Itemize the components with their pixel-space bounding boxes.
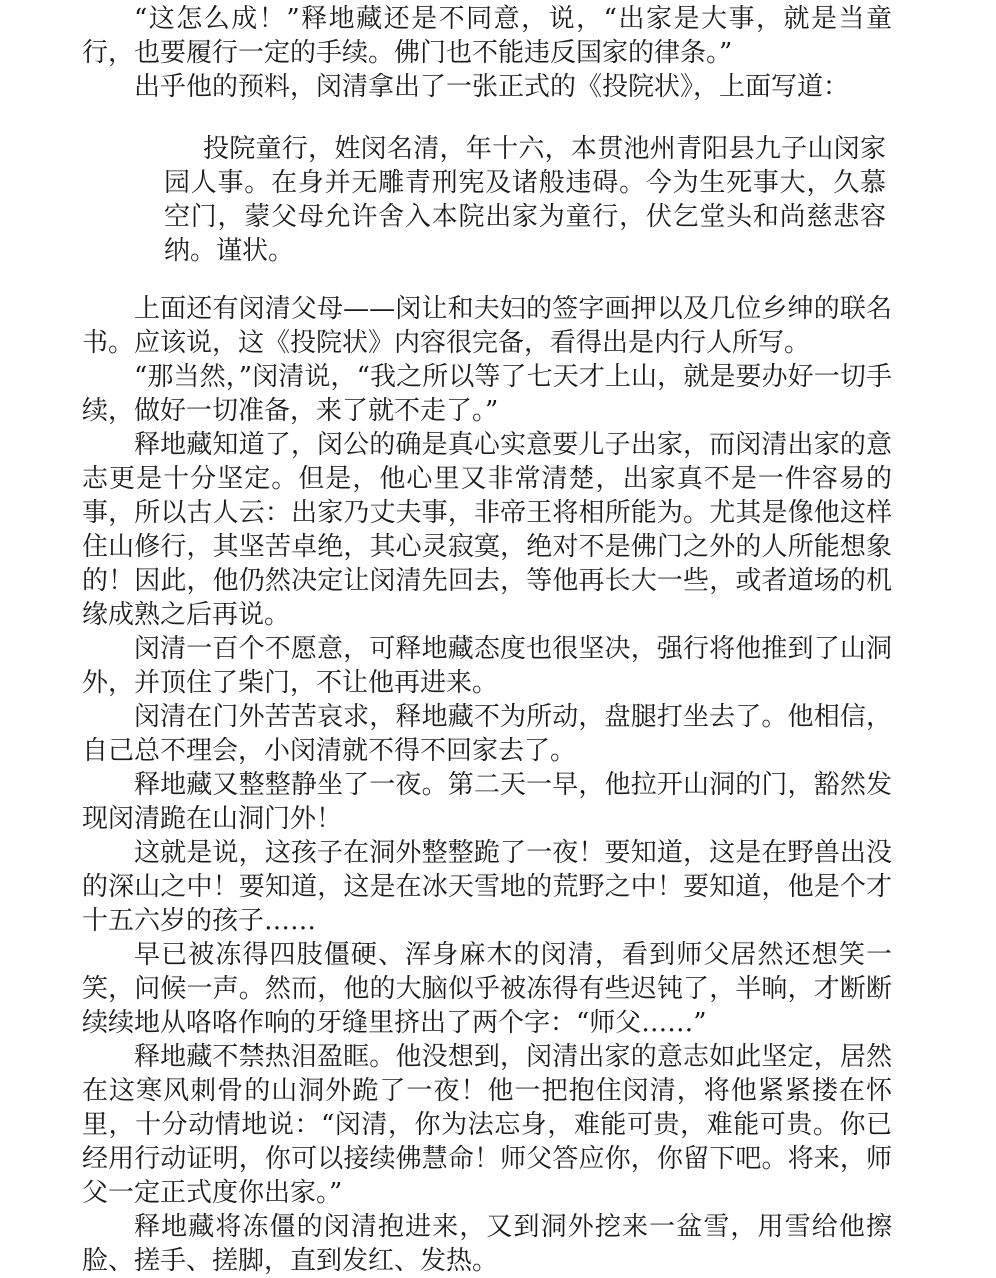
paragraph: 释地藏知道了，闵公的确是真心实意要儿子出家，而闵清出家的意志更是十分坚定。但是，他心里又非常清楚，出家真不是一件容易的事，所以古人云：出家乃丈夫事，非帝王将相所能为。尤其是像他这样住山修行，其坚苦卓绝，其心灵寂寞，绝对不是佛门之外的人所能想象的！因此，他仍然决定让闵清先回去，等他再长大一些，或者道场的机缘成熟之后再说。 — [82, 430, 892, 630]
paragraph: 上面还有闵清父母——闵让和夫妇的签字画押以及几位乡绅的联名书。应该说，这《投院状》内容很完备，看得出是内行人所写。 — [82, 294, 892, 358]
paragraph: “那当然，”闵清说，“我之所以等了七天才上山，就是要办好一切手续，做好一切准备，来了就不走了。” — [82, 362, 892, 426]
paragraph: 释地藏将冻僵的闵清抱进来，又到洞外挖来一盆雪，用雪给他擦脸、搓手、搓脚，直到发红、发热。 — [82, 1212, 892, 1276]
paragraph: 出乎他的预料，闵清拿出了一张正式的《投院状》，上面写道： — [134, 72, 850, 102]
paragraph: “这怎么成！”释地藏还是不同意，说，“出家是大事，就是当童行，也要履行一定的手续。佛门也不能违反国家的律条。” — [82, 4, 892, 68]
paragraph: 闵清在门外苦苦哀求，释地藏不为所动，盘腿打坐去了。他相信，自己总不理会，小闵清就不得不回家去了。 — [82, 702, 892, 766]
paragraph: 这就是说，这孩子在洞外整整跪了一夜！要知道，这是在野兽出没的深山之中！要知道，这是在冰天雪地的荒野之中！要知道，他是个才十五六岁的孩子…… — [82, 838, 892, 936]
paragraph: 释地藏又整整静坐了一夜。第二天一早，他拉开山洞的门，豁然发现闵清跪在山洞门外！ — [82, 770, 892, 834]
paragraph: 早已被冻得四肢僵硬、浑身麻木的闵清，看到师父居然还想笑一笑，问候一声。然而，他的大脑似乎被冻得有些迟钝了，半晌，才断断续续地从咯咯作响的牙缝里挤出了两个字：“师父……” — [82, 940, 892, 1038]
paragraph: 释地藏不禁热泪盈眶。他没想到，闵清出家的意志如此坚定，居然在这寒风刺骨的山洞外跪了一夜！他一把抱住闵清，将他紧紧搂在怀里，十分动情地说：“闵清，你为法忘身，难能可贵，难能可贵。你已经用行动证明，你可以接续佛慧命！师父答应你，你留下吧。将来，师父一定正式度你出家。” — [82, 1042, 892, 1208]
paragraph: 闵清一百个不愿意，可释地藏态度也很坚决，强行将他推到了山洞外，并顶住了柴门，不让他再进来。 — [82, 634, 892, 698]
quoted-petition: 投院童行，姓闵名清，年十六，本贯池州青阳县九子山闵家园人事。在身并无雕青刑宪及诸般违碍。今为生死事大，久慕空门，蒙父母允许舍入本院出家为童行，伏乞堂头和尚慈悲容纳。谨状。 — [164, 134, 886, 266]
